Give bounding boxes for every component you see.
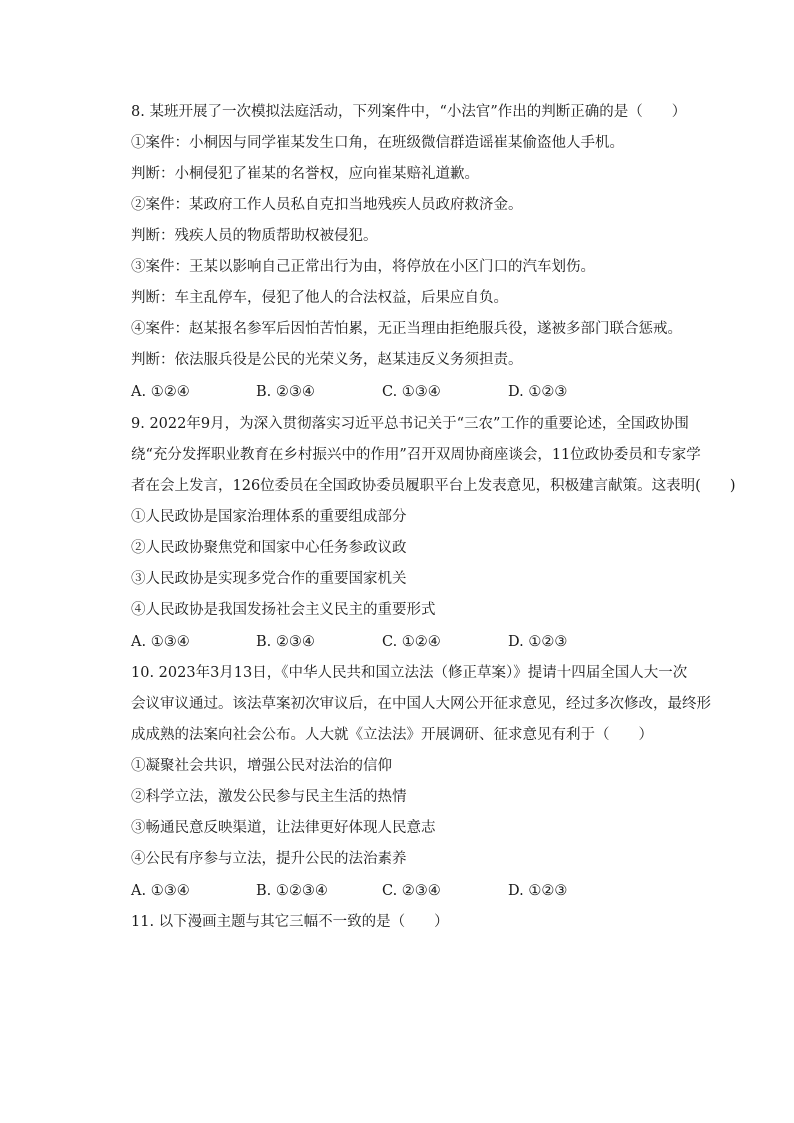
judgment-item: 判断：小桐侵犯了崔某的名誉权，应向崔某赔礼道歉。 [131, 166, 479, 182]
answer-options [131, 881, 691, 901]
question-stem: 会议审议通过。该法草案初次审议后，在中国人大网公开征求意见，经过多次修改，最终形 [131, 696, 711, 712]
answer-options [131, 632, 691, 652]
question-stem: 绕“充分发挥职业教育在乡村振兴中的作用”召开双周协商座谈会，11位政协委员和专家学 [131, 447, 701, 463]
option-c[interactable]: C. ②③④ [382, 883, 441, 899]
option-d[interactable]: D. ①②③ [508, 384, 568, 400]
case-item: ①案件：小桐因与同学崔某发生口角，在班级微信群造谣崔某偷盗他人手机。 [131, 135, 624, 151]
judgment-item: 判断：残疾人员的物质帮助权被侵犯。 [131, 228, 378, 244]
question-stem: 者在会上发言，126位委员在全国政协委员履职平台上发表意见，积极建言献策。这表明( ) [131, 478, 736, 494]
option-a[interactable]: A. ①②④ [131, 384, 190, 400]
statement-item: ③人民政协是实现多党合作的重要国家机关 [131, 571, 407, 587]
option-b[interactable]: B. ①②③④ [256, 883, 328, 899]
statement-item: ②科学立法，激发公民参与民主生活的热情 [131, 789, 407, 805]
case-item: ③案件：王某以影响自己正常出行为由，将停放在小区门口的汽车划伤。 [131, 259, 595, 275]
statement-item: ①凝聚社会共识，增强公民对法治的信仰 [131, 758, 392, 774]
option-b[interactable]: B. ②③④ [256, 634, 315, 650]
option-c[interactable]: C. ①③④ [382, 384, 441, 400]
case-item: ④案件：赵某报名参军后因怕苦怕累，无正当理由拒绝服兵役，遂被多部门联合惩戒。 [131, 321, 682, 337]
option-b[interactable]: B. ②③④ [256, 384, 315, 400]
option-a[interactable]: A. ①③④ [131, 883, 190, 899]
statement-item: ③畅通民意反映渠道，让法律更好体现人民意志 [131, 820, 436, 836]
statement-item: ④人民政协是我国发扬社会主义民主的重要形式 [131, 602, 436, 618]
statement-item: ④公民有序参与立法，提升公民的法治素养 [131, 851, 407, 867]
statement-item: ①人民政协是国家治理体系的重要组成部分 [131, 509, 407, 525]
question-stem: 9. 2022年9月，为深入贯彻落实习近平总书记关于“三农”工作的重要论述，全国政协围 [131, 416, 689, 432]
option-a[interactable]: A. ①③④ [131, 634, 190, 650]
judgment-item: 判断：车主乱停车，侵犯了他人的合法权益，后果应自负。 [131, 290, 508, 306]
judgment-item: 判断：依法服兵役是公民的光荣义务，赵某违反义务须担责。 [131, 352, 523, 368]
question-stem: 11. 以下漫画主题与其它三幅不一致的是（ ） [131, 914, 449, 930]
option-d[interactable]: D. ①②③ [508, 883, 568, 899]
question-stem: 8. 某班开展了一次模拟法庭活动，下列案件中，“小法官”作出的判断正确的是（ ） [131, 104, 687, 120]
option-d[interactable]: D. ①②③ [508, 634, 568, 650]
question-stem: 成成熟的法案向社会公布。人大就《立法法》开展调研、征求意见有利于（ ） [131, 727, 653, 743]
statement-item: ②人民政协聚焦党和国家中心任务参政议政 [131, 540, 407, 556]
case-item: ②案件：某政府工作人员私自克扣当地残疾人员政府救济金。 [131, 197, 523, 213]
option-c[interactable]: C. ①②④ [382, 634, 441, 650]
question-stem: 10. 2023年3月13日，《中华人民共和国立法法（修正草案）》提请十四届全国人大一次 [131, 665, 688, 681]
answer-options [131, 382, 691, 402]
